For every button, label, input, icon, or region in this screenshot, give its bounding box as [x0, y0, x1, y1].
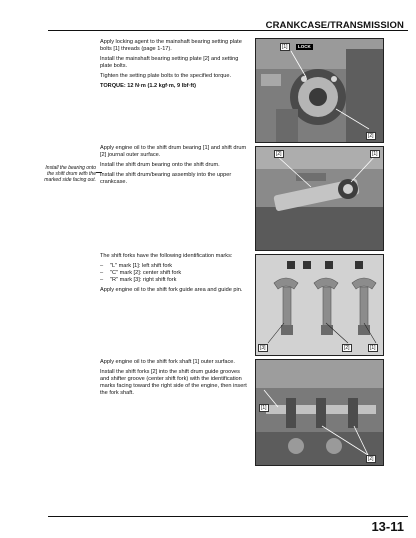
callout-label: [2] — [368, 456, 374, 462]
callout-label: [2] — [368, 133, 374, 139]
step2-text — [100, 145, 250, 189]
section-title: CRANKCASE/TRANSMISSION — [265, 20, 404, 31]
header-rule — [48, 30, 408, 31]
list-item: – "L" mark [1]: left shift fork — [100, 263, 250, 270]
step2-paragraph: Install the shift drum/bearing assembly into the upper crankcase. — [100, 172, 232, 185]
callout-label: [1] — [372, 151, 378, 157]
step1-paragraph: Apply locking agent to the mainshaft bearing setting plate bolts [1] threads (page 1-17). — [100, 39, 242, 52]
step1-paragraph: Install the mainshaft bearing setting plate [2] and setting plate bolts. — [100, 56, 239, 69]
step3-text — [100, 253, 250, 297]
step3-paragraph: The shift forks have the following identification marks: — [100, 253, 233, 259]
step4-paragraph: Apply engine oil to the shift fork shaft [1] outer surface. — [100, 359, 235, 365]
footer-rule — [48, 516, 408, 517]
lock-tag: LOCK — [298, 44, 311, 49]
identification-marks-list — [100, 263, 250, 284]
list-item: – "R" mark [3]: right shift fork — [100, 277, 250, 284]
step1-text — [100, 39, 250, 93]
photo-shift-drum — [255, 146, 384, 251]
callout-label: [1] — [261, 405, 267, 411]
photo-shift-forks — [255, 254, 384, 356]
callout-label: [2] — [276, 151, 282, 157]
photo-shift-fork-shaft — [255, 359, 384, 466]
callout-label: [1] — [370, 345, 376, 351]
list-item: – "C" mark [2]: center shift fork — [100, 270, 250, 277]
callout-label: [2] — [344, 345, 350, 351]
photo-mainshaft-bearing-plate — [255, 38, 384, 143]
torque-spec: TORQUE: 12 N·m (1.2 kgf·m, 9 lbf·ft) — [100, 83, 196, 89]
step2-paragraph: Apply engine oil to the shift drum bearing [1] and shift drum [2] journal outer surface. — [100, 145, 247, 158]
step4-text — [100, 359, 250, 400]
page-number: 13-11 — [371, 519, 404, 534]
step3-paragraph: Apply engine oil to the shift fork guide area and guide pin. — [100, 287, 243, 293]
step2-paragraph: Install the shift drum bearing onto the shift drum. — [100, 162, 220, 168]
callout-label: [1] — [282, 44, 288, 50]
step1-paragraph: Tighten the setting plate bolts to the specified torque. — [100, 73, 232, 79]
page-header — [0, 0, 416, 32]
callout-label: [3] — [260, 345, 266, 351]
side-note: Install the bearing onto the shift drum with the marked side facing out. — [44, 165, 96, 183]
step4-paragraph: Install the shift forks [2] into the shift drum guide grooves and shifter groove (center shift fork) with the identification marks facing toward the right side of the engine, then insert the fork shaft. — [100, 369, 247, 396]
